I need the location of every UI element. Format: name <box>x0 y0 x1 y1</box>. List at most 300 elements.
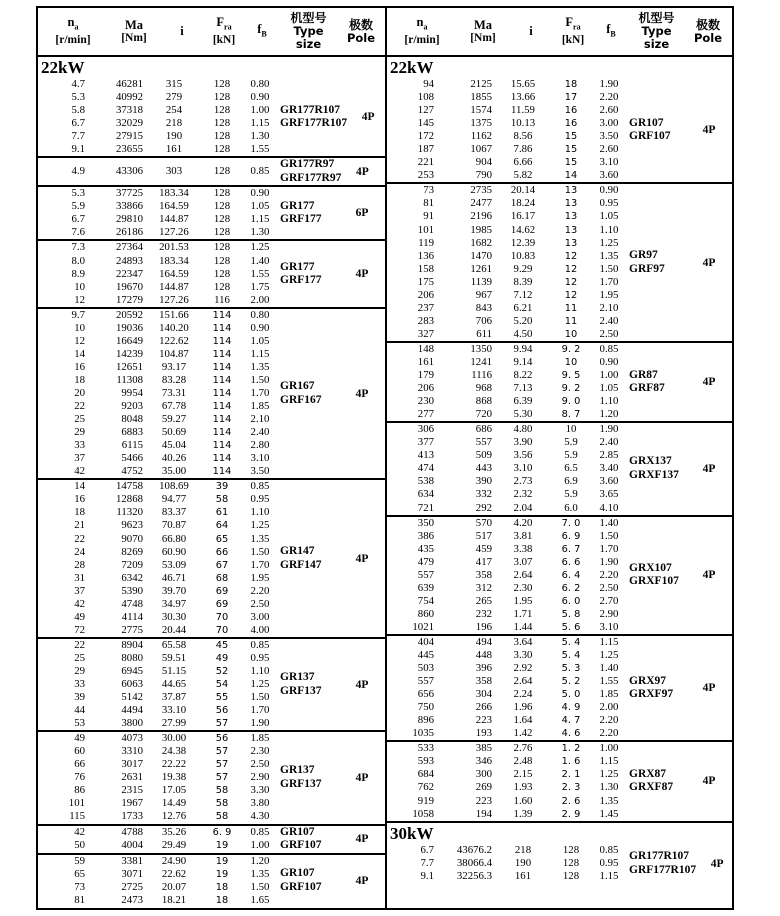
table-row <box>38 797 278 810</box>
cell-service-factor: 3.65 <box>599 488 619 501</box>
cell-speed: 42 <box>74 825 85 838</box>
table-row <box>38 130 278 143</box>
cell-ratio: 1.44 <box>513 620 533 633</box>
cell-speed: 42 <box>74 597 85 610</box>
cell-ratio: 24.90 <box>161 854 187 867</box>
cell-radial-force: 114 <box>212 309 232 321</box>
cell-torque: 193 <box>475 727 492 740</box>
cell-radial-force: 10 <box>565 423 577 436</box>
type-size-line: GRF87 <box>629 382 665 395</box>
table-row <box>387 857 627 870</box>
cell-speed: 206 <box>417 382 434 395</box>
spec-block <box>38 78 385 156</box>
cell-service-factor: 1.05 <box>599 382 619 395</box>
cell-ratio: 5.30 <box>513 408 533 421</box>
cell-radial-force: 13 <box>564 211 578 223</box>
cell-speed: 750 <box>417 701 434 714</box>
cell-service-factor: 2.30 <box>250 745 270 758</box>
table-row <box>38 678 278 691</box>
cell-radial-force: 18 <box>215 881 229 893</box>
cell-ratio: 4.50 <box>513 327 533 340</box>
cell-radial-force: 5. 8 <box>561 608 581 620</box>
cell-speed: 73 <box>74 880 85 893</box>
cell-torque: 1985 <box>470 223 492 236</box>
table-row <box>38 361 278 374</box>
spec-block <box>38 478 385 637</box>
cell-speed: 896 <box>417 714 434 727</box>
cell-torque: 868 <box>475 395 492 408</box>
cell-speed: 94 <box>423 78 434 90</box>
table-row <box>38 506 278 519</box>
cell-speed: 762 <box>417 781 434 794</box>
cell-torque: 720 <box>475 408 492 421</box>
cell-torque: 19036 <box>116 321 143 334</box>
spec-rows <box>38 78 278 156</box>
cell-torque: 1470 <box>470 249 492 262</box>
cell-radial-force: 64 <box>215 520 229 532</box>
cell-ratio: 108.69 <box>159 480 189 493</box>
cell-ratio: 4.80 <box>513 423 533 436</box>
cell-service-factor: 2.80 <box>250 439 270 452</box>
cell-radial-force: 9. 2 <box>561 383 581 395</box>
cell-torque: 266 <box>475 701 492 714</box>
table-row <box>38 335 278 348</box>
cell-ratio: 164.59 <box>159 267 189 280</box>
cell-service-factor: 1.00 <box>599 742 619 755</box>
table-row <box>387 395 627 408</box>
cell-radial-force: 6. 9 <box>212 826 232 838</box>
cell-torque: 1116 <box>471 369 492 382</box>
cell-service-factor: 1.50 <box>599 262 619 275</box>
cell-radial-force: 128 <box>213 78 231 90</box>
table-row <box>38 200 278 213</box>
table-row <box>38 533 278 546</box>
cell-service-factor: 1.00 <box>250 104 270 117</box>
cell-radial-force: 8. 7 <box>561 409 581 421</box>
cell-ratio: 14.62 <box>510 223 536 236</box>
cell-speed: 404 <box>417 635 434 648</box>
cell-service-factor: 3.10 <box>599 156 619 169</box>
type-size-line: GRX107 <box>629 561 672 574</box>
table-row <box>38 268 278 281</box>
cell-radial-force: 16 <box>564 105 578 117</box>
table-row <box>38 348 278 361</box>
cell-torque: 4073 <box>121 732 143 745</box>
column-header-cell <box>509 25 553 38</box>
cell-torque: 3381 <box>121 854 143 867</box>
type-size-line: GR147 <box>280 545 315 558</box>
pole-label: 4P <box>355 387 369 400</box>
cell-service-factor: 4.10 <box>599 501 619 514</box>
cell-speed: 22 <box>74 638 85 651</box>
table-row <box>387 197 627 210</box>
power-section-title: 22kW <box>41 58 85 77</box>
cell-torque: 14239 <box>116 347 143 360</box>
type-size-label <box>278 671 341 698</box>
cell-ratio: 94.77 <box>161 493 187 506</box>
cell-speed: 6.7 <box>71 213 85 226</box>
type-size-line: GRF107 <box>280 880 322 893</box>
column-label: i <box>180 24 184 38</box>
type-size-line: GRF137 <box>280 777 322 790</box>
cell-ratio: 65.58 <box>161 638 187 651</box>
cell-ratio: 93.17 <box>161 360 187 373</box>
cell-speed: 60 <box>74 745 85 758</box>
table-row <box>387 742 627 755</box>
pole-label: 4P <box>355 833 369 846</box>
cell-radial-force: 57 <box>215 759 229 771</box>
cell-speed: 18 <box>74 373 85 386</box>
cell-speed: 145 <box>417 117 434 130</box>
cell-torque: 312 <box>475 581 492 594</box>
cell-torque: 1855 <box>470 91 492 104</box>
spec-rows <box>38 165 278 178</box>
table-row <box>38 226 278 239</box>
cell-ratio: 2.92 <box>513 662 533 675</box>
type-size-line: GRXF137 <box>629 468 679 481</box>
cell-service-factor: 1.95 <box>250 571 270 584</box>
cell-radial-force: 6. 6 <box>561 556 581 568</box>
cell-speed: 479 <box>417 555 434 568</box>
cell-service-factor: 1.70 <box>250 558 270 571</box>
cell-ratio: 8.56 <box>513 130 533 143</box>
cell-speed: 119 <box>418 236 434 249</box>
cell-radial-force: 114 <box>212 427 232 439</box>
table-row <box>387 808 627 821</box>
cell-radial-force: 6. 2 <box>561 582 581 594</box>
spec-rows <box>38 639 278 730</box>
cell-ratio: 2.24 <box>513 688 533 701</box>
cell-radial-force: 65 <box>215 533 229 545</box>
table-row <box>38 839 278 852</box>
cell-torque: 417 <box>475 555 492 568</box>
cell-torque: 20592 <box>116 308 143 321</box>
cell-radial-force: 128 <box>562 857 580 870</box>
cell-speed: 445 <box>417 649 434 662</box>
cell-ratio: 18.21 <box>161 893 187 906</box>
cell-ratio: 44.65 <box>161 678 187 691</box>
type-size-line: GRF177R97 <box>280 171 342 184</box>
cell-ratio: 35.26 <box>161 825 187 838</box>
table-row <box>387 104 627 117</box>
spec-rows <box>38 480 278 637</box>
cell-ratio: 12.76 <box>161 810 187 823</box>
spec-rows <box>387 78 627 182</box>
cell-ratio: 3.07 <box>513 555 533 568</box>
cell-torque: 396 <box>475 662 492 675</box>
cell-speed: 53 <box>74 717 85 730</box>
cell-ratio: 2.76 <box>513 742 533 755</box>
table-row <box>38 691 278 704</box>
cell-service-factor: 1.50 <box>599 529 619 542</box>
spec-block <box>387 78 732 182</box>
cell-torque: 43306 <box>116 165 143 178</box>
table-row <box>38 104 278 117</box>
cell-torque: 4752 <box>121 465 143 478</box>
cell-ratio: 2.73 <box>513 475 533 488</box>
cell-torque: 9623 <box>121 519 143 532</box>
cell-torque: 968 <box>475 382 492 395</box>
cell-service-factor: 1.15 <box>250 117 270 130</box>
table-row <box>38 387 278 400</box>
cell-speed: 33 <box>74 439 85 452</box>
cell-radial-force: 6.5 <box>564 462 578 475</box>
cell-service-factor: 0.85 <box>250 165 270 178</box>
table-row <box>387 315 627 328</box>
cell-service-factor: 3.80 <box>250 797 270 810</box>
cell-service-factor: 2.60 <box>599 104 619 117</box>
cell-radial-force: 128 <box>213 187 231 200</box>
column-header-cell <box>244 23 280 41</box>
cell-ratio: 3.38 <box>513 542 533 555</box>
cell-speed: 538 <box>417 475 434 488</box>
table-row <box>387 844 627 857</box>
table-row <box>38 519 278 532</box>
cell-speed: 14 <box>74 480 85 493</box>
cell-speed: 28 <box>74 558 85 571</box>
spec-rows <box>38 309 278 479</box>
cell-speed: 7.7 <box>420 857 434 870</box>
cell-service-factor: 1.70 <box>250 386 270 399</box>
spec-block <box>387 515 732 634</box>
cell-radial-force: 57 <box>215 718 229 730</box>
table-row <box>387 543 627 556</box>
cell-torque: 5390 <box>121 584 143 597</box>
cell-radial-force: 114 <box>212 401 232 413</box>
cell-ratio: 20.07 <box>161 880 187 893</box>
cell-radial-force: 67 <box>215 559 229 571</box>
cell-radial-force: 128 <box>213 241 231 254</box>
column-header-cell <box>629 12 684 51</box>
cell-radial-force: 128 <box>213 213 231 226</box>
cell-radial-force: 5. 3 <box>561 663 581 675</box>
cell-ratio: 104.87 <box>159 347 189 360</box>
cell-radial-force: 16 <box>564 118 578 130</box>
spec-block <box>38 185 385 239</box>
cell-speed: 39 <box>74 691 85 704</box>
spec-rows <box>387 844 627 883</box>
type-size-line: GRX87 <box>629 767 667 780</box>
cell-radial-force: 12 <box>564 263 578 275</box>
cell-radial-force: 39 <box>215 481 229 493</box>
table-row <box>387 675 627 688</box>
table-row <box>38 281 278 294</box>
cell-torque: 385 <box>475 742 492 755</box>
cell-radial-force: 12 <box>564 250 578 262</box>
cell-radial-force: 56 <box>215 733 229 745</box>
cell-radial-force: 15 <box>564 144 578 156</box>
type-size-line: GR177R107 <box>629 850 690 863</box>
cell-torque: 5466 <box>121 452 143 465</box>
column-unit-label: [kN] <box>212 33 236 46</box>
cell-speed: 9.1 <box>420 870 434 883</box>
cell-ratio: 3.30 <box>513 649 533 662</box>
pole-label: 4P <box>702 376 716 389</box>
cell-ratio: 34.97 <box>161 597 187 610</box>
column-label-subscript: ra <box>573 22 581 32</box>
cell-ratio: 8.39 <box>513 275 533 288</box>
cell-speed: 50 <box>74 839 85 852</box>
cell-torque: 686 <box>475 423 492 436</box>
cell-service-factor: 1.50 <box>250 545 270 558</box>
cell-torque: 6115 <box>121 439 143 452</box>
cell-speed: 136 <box>417 249 434 262</box>
cell-speed: 81 <box>74 893 85 906</box>
cell-service-factor: 3.60 <box>599 169 619 182</box>
cell-service-factor: 1.25 <box>599 236 619 249</box>
cell-radial-force: 19 <box>215 868 229 880</box>
cell-service-factor: 1.25 <box>250 241 270 254</box>
cell-torque: 2315 <box>121 784 143 797</box>
cell-service-factor: 1.70 <box>599 275 619 288</box>
cell-speed: 557 <box>417 675 434 688</box>
cell-torque: 2473 <box>121 893 143 906</box>
cell-service-factor: 0.90 <box>250 187 270 200</box>
cell-service-factor: 1.25 <box>599 649 619 662</box>
type-size-line: GR107 <box>629 116 664 129</box>
cell-ratio: 10.13 <box>510 117 536 130</box>
cell-speed: 101 <box>417 223 434 236</box>
table-row <box>387 117 627 130</box>
power-section-title: 22kW <box>390 58 434 77</box>
cell-speed: 5.9 <box>71 200 85 213</box>
cell-ratio: 2.48 <box>513 755 533 768</box>
cell-ratio: 1.71 <box>513 607 533 620</box>
cell-radial-force: 114 <box>212 374 232 386</box>
cell-speed: 283 <box>417 314 434 327</box>
cell-torque: 24893 <box>116 254 143 267</box>
column-label: $F_{ra}$ <box>565 15 581 32</box>
type-size-label <box>627 562 688 589</box>
cell-speed: 24 <box>74 545 85 558</box>
cell-ratio: 39.70 <box>161 584 187 597</box>
cell-ratio: 144.87 <box>159 213 189 226</box>
column-label: $n_a$ <box>67 15 79 32</box>
table-row <box>387 423 627 436</box>
cell-torque: 223 <box>475 714 492 727</box>
cell-ratio: 45.04 <box>161 439 187 452</box>
cell-speed: 175 <box>417 275 434 288</box>
cell-radial-force: 61 <box>215 507 229 519</box>
spec-rows <box>38 826 278 852</box>
column-label-subscript: a <box>74 22 79 32</box>
cell-ratio: 40.26 <box>161 452 187 465</box>
cell-service-factor: 1.15 <box>599 635 619 648</box>
cell-service-factor: 1.30 <box>250 130 270 143</box>
table-row <box>387 530 627 543</box>
cell-speed: 4.7 <box>71 78 85 90</box>
column-label: 极数 <box>695 17 720 32</box>
table-row <box>387 688 627 701</box>
cell-radial-force: 15 <box>564 157 578 169</box>
cell-radial-force: 49 <box>215 652 229 664</box>
pole-label: 4P <box>355 874 369 887</box>
pole-label: 4P <box>702 462 716 475</box>
cell-service-factor: 2.40 <box>599 436 619 449</box>
cell-speed: 44 <box>74 704 85 717</box>
cell-service-factor: 1.70 <box>599 542 619 555</box>
cell-service-factor: 2.50 <box>250 597 270 610</box>
cell-speed: 16 <box>74 360 85 373</box>
cell-ratio: 13.66 <box>510 91 536 104</box>
cell-torque: 7209 <box>121 558 143 571</box>
cell-ratio: 303 <box>165 165 183 178</box>
cell-speed: 25 <box>74 413 85 426</box>
cell-torque: 12868 <box>116 493 143 506</box>
table-row <box>387 795 627 808</box>
cell-torque: 4494 <box>121 704 143 717</box>
cell-torque: 1682 <box>470 236 492 249</box>
cell-ratio: 83.28 <box>161 373 187 386</box>
table-row <box>38 784 278 797</box>
cell-ratio: 20.44 <box>161 623 187 636</box>
cell-torque: 6945 <box>121 664 143 677</box>
pole-label: 4P <box>355 678 369 691</box>
table-row <box>387 502 627 515</box>
table-row <box>38 611 278 624</box>
cell-speed: 172 <box>417 130 434 143</box>
column-unit-label: Pole <box>346 30 376 45</box>
cell-radial-force: 1. 6 <box>561 756 581 768</box>
cell-speed: 187 <box>417 143 434 156</box>
table-row <box>387 662 627 675</box>
cell-ratio: 46.71 <box>161 571 187 584</box>
cell-service-factor: 4.30 <box>250 810 270 823</box>
cell-ratio: 11.59 <box>511 104 535 117</box>
table-row <box>387 289 627 302</box>
cell-speed: 377 <box>417 436 434 449</box>
table-row <box>387 143 627 156</box>
cell-ratio: 37.87 <box>161 691 187 704</box>
column-label-subscript: B <box>261 29 267 39</box>
cell-radial-force: 128 <box>213 143 231 156</box>
cell-torque: 448 <box>475 649 492 662</box>
pole-label: 4P <box>702 775 716 788</box>
type-size-line: GRF137 <box>280 684 322 697</box>
cell-service-factor: 1.10 <box>599 395 619 408</box>
table-row <box>387 636 627 649</box>
cell-service-factor: 4.00 <box>250 623 270 636</box>
cell-radial-force: 4. 7 <box>561 715 581 727</box>
cell-torque: 2631 <box>121 771 143 784</box>
type-size-line: GR177R107 <box>280 103 341 116</box>
cell-speed: 435 <box>417 542 434 555</box>
cell-speed: 1058 <box>412 807 434 820</box>
power-section-title: 30kW <box>387 821 732 845</box>
cell-service-factor: 3.00 <box>599 117 619 130</box>
table-row <box>38 241 278 254</box>
type-size-line: GRF177 <box>280 274 322 287</box>
column-header-row <box>38 8 385 57</box>
cell-radial-force: 128 <box>213 130 231 143</box>
table-row <box>387 210 627 223</box>
type-size-label <box>627 850 696 877</box>
cell-torque: 9070 <box>121 532 143 545</box>
column-unit-label: [kN] <box>561 33 585 46</box>
cell-speed: 16 <box>74 493 85 506</box>
cell-radial-force: 7. 0 <box>561 517 581 529</box>
cell-service-factor: 1.40 <box>599 662 619 675</box>
cell-service-factor: 1.55 <box>250 267 270 280</box>
pole-label: 4P <box>355 165 369 178</box>
spec-rows <box>38 187 278 239</box>
spec-rows <box>387 636 627 740</box>
type-size-line: GR107 <box>280 825 315 838</box>
cell-speed: 6.7 <box>420 844 434 857</box>
cell-speed: 22 <box>74 532 85 545</box>
cell-service-factor: 3.10 <box>599 620 619 633</box>
cell-ratio: 3.81 <box>513 529 533 542</box>
